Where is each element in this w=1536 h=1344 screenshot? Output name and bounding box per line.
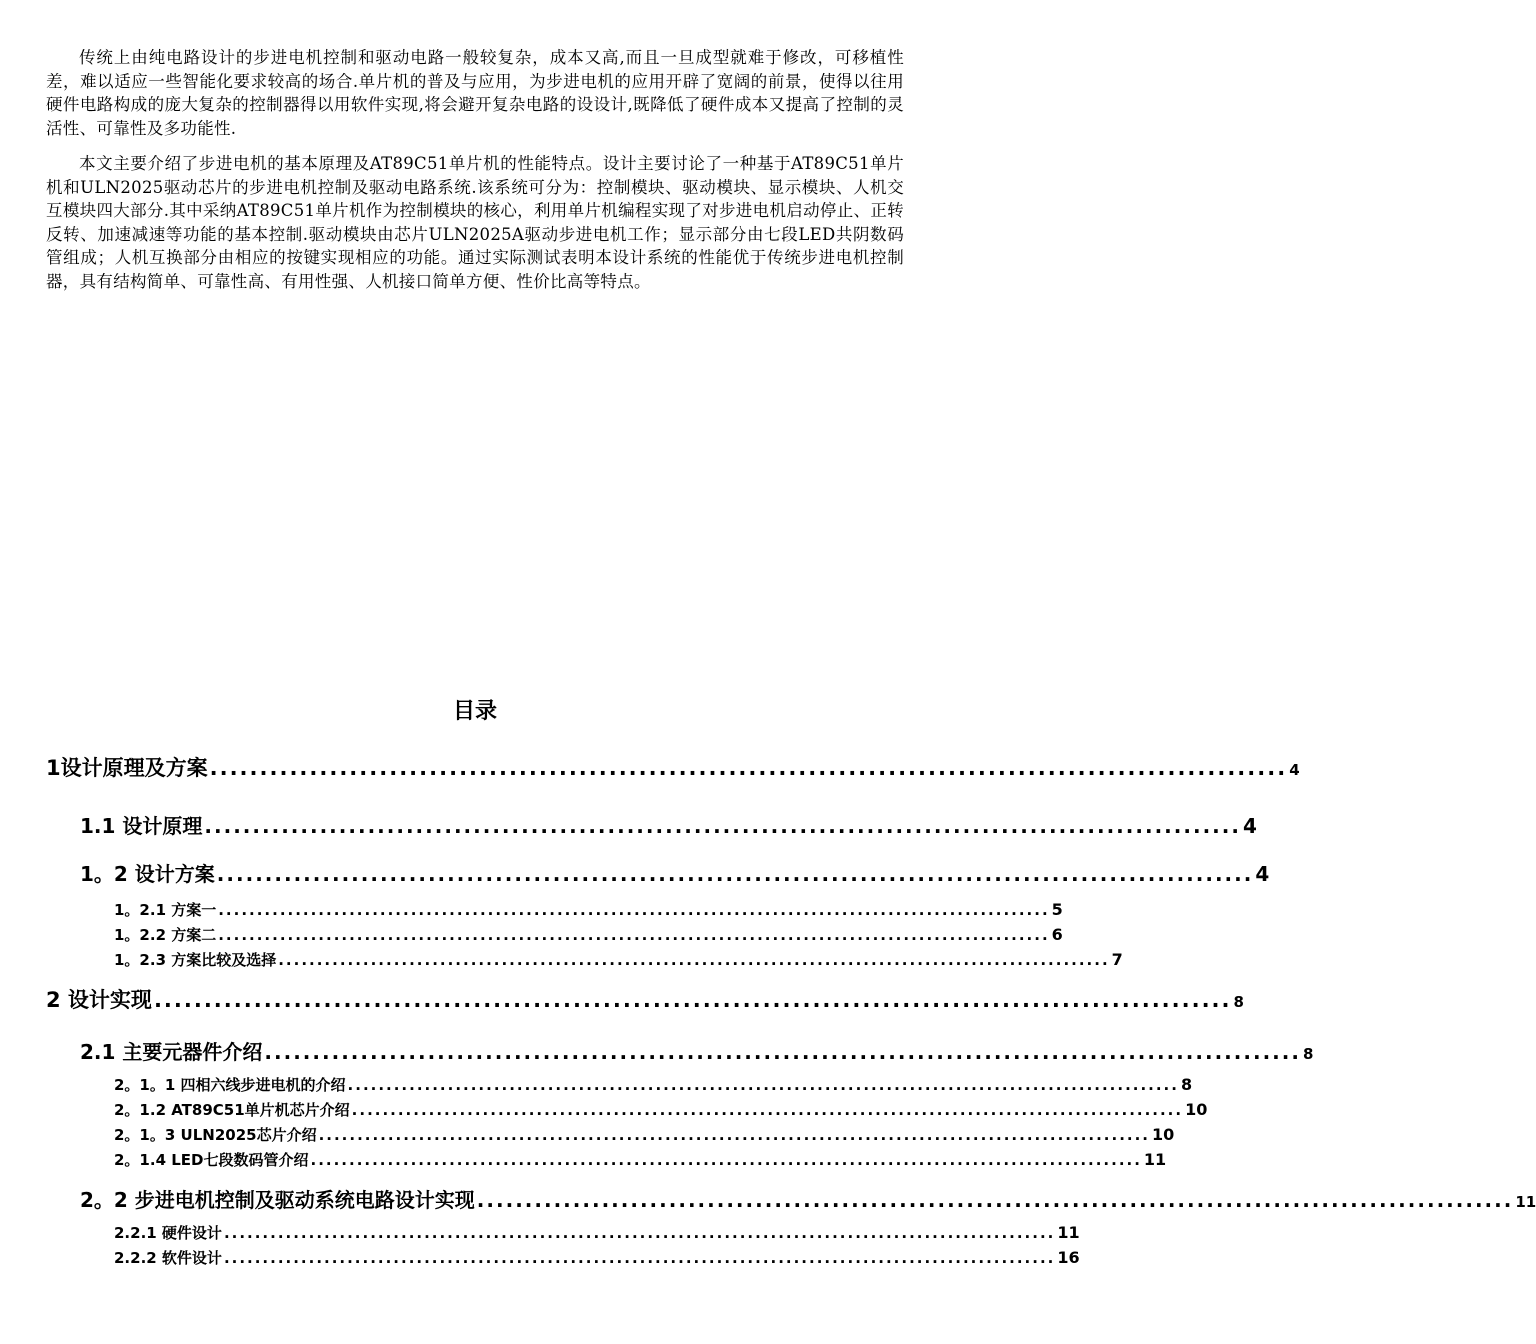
toc-entry-title: 2 设计实现 bbox=[46, 988, 152, 1012]
abstract-section bbox=[46, 46, 904, 305]
toc-entry-2-2-2[interactable] bbox=[46, 1247, 1080, 1268]
toc-entry-page: 4 bbox=[1242, 814, 1257, 838]
toc-leader-dots: ............................................................................................................ bbox=[310, 1151, 1142, 1169]
toc-entry-page: 8 bbox=[1302, 1045, 1314, 1063]
toc-leader-dots: ............................................................................................................ bbox=[351, 1101, 1184, 1119]
toc-entry-1-2[interactable] bbox=[46, 858, 1270, 887]
toc-entry-page: 7 bbox=[1111, 950, 1123, 969]
toc-entry-1-2-2[interactable] bbox=[46, 924, 1063, 945]
toc-entry-1-2-1[interactable] bbox=[46, 899, 1063, 920]
toc-entry-page: 5 bbox=[1051, 900, 1063, 919]
toc-entry-page: 10 bbox=[1185, 1100, 1208, 1119]
toc-leader-dots: ............................................................................................................ bbox=[216, 862, 1254, 886]
toc-entry-2-1-2[interactable] bbox=[46, 1099, 1208, 1120]
toc-entry-page: 8 bbox=[1233, 993, 1244, 1011]
toc-entry-1-1[interactable] bbox=[46, 810, 1257, 839]
toc-entry-2-1-4[interactable] bbox=[46, 1149, 1167, 1170]
toc-leader-dots: ............................................................................................................ bbox=[218, 901, 1050, 919]
toc-entry-page: 4 bbox=[1255, 862, 1270, 886]
toc-entry-page: 4 bbox=[1289, 761, 1300, 779]
toc-entry-2-1-3[interactable] bbox=[46, 1124, 1175, 1145]
toc-leader-dots: ............................................................................................................ bbox=[318, 1126, 1150, 1144]
toc-leader-dots: ............................................................................................................ bbox=[153, 988, 1232, 1012]
toc-entry-title: 2。1.4 LED七段数码管介绍 bbox=[114, 1151, 309, 1169]
abstract-paragraph-1: 传统上由纯电路设计的步进电机控制和驱动电路一般较复杂，成本又高,而且一旦成型就难于修改，可移植性差，难以适应一些智能化要求较高的场合.单片机的普及与应用，为步进电机的应用开辟了宽阔的前景，使得以往用硬件电路构成的庞大复杂的控制器得以用软件实现,将会避开复杂电路的设设计,既降低了硬件成本又提高了控制的灵活性、可靠性及多功能性. bbox=[46, 48, 904, 138]
toc-entry-title: 2.1 主要元器件介绍 bbox=[80, 1040, 263, 1064]
toc-leader-dots: ............................................................................................................ bbox=[223, 1249, 1056, 1267]
toc-entry-title: 2。1。1 四相六线步进电机的介绍 bbox=[114, 1076, 346, 1094]
toc-leader-dots: ............................................................................................................ bbox=[347, 1076, 1179, 1094]
toc-entry-2-1[interactable] bbox=[46, 1036, 1314, 1065]
abstract-paragraph-2: 本文主要介绍了步进电机的基本原理及AT89C51单片机的性能特点。设计主要讨论了一种基于AT89C51单片机和ULN2025驱动芯片的步进电机控制及驱动电路系统.该系统可分为：控制模块、驱动模块、显示模块、人机交互模块四大部分.其中采纳AT89C51单片机作为控制模块的核心，利用单片机编程实现了对步进电机启动停止、正转反转、加速减速等功能的基本控制.驱动模块由芯片ULN2025A驱动步进电机工作；显示部分由七段LED共阴数码管组成；人机互换部分由相应的按键实现相应的功能。通过实际测试表明本设计系统的性能优于传统步进电机控制器，具有结构简单、可靠性高、有用性强、人机接口简单方便、性价比高等特点。 bbox=[46, 154, 904, 291]
toc-leader-dots: ............................................................................................................ bbox=[218, 926, 1050, 944]
toc-entry-2-2-1[interactable] bbox=[46, 1222, 1080, 1243]
toc-entry-page: 11 bbox=[1143, 1150, 1167, 1169]
toc-entry-2-2[interactable] bbox=[46, 1184, 1536, 1213]
toc-entry-title: 1。2.3 方案比较及选择 bbox=[114, 951, 277, 969]
toc-entry-title: 1。2 设计方案 bbox=[80, 862, 215, 886]
toc-entry-title: 2。1.2 AT89C51单片机芯片介绍 bbox=[114, 1101, 350, 1119]
toc-entry-page: 11 bbox=[1057, 1223, 1080, 1242]
toc-entry-page: 11 bbox=[1515, 1193, 1536, 1211]
toc-entry-title: 2。1。3 ULN2025芯片介绍 bbox=[114, 1126, 317, 1144]
toc-leader-dots: ............................................................................................................ bbox=[209, 756, 1288, 780]
toc-entry-page: 8 bbox=[1180, 1075, 1193, 1094]
toc-entry-page: 16 bbox=[1057, 1248, 1080, 1267]
toc-title: 目录 bbox=[452, 699, 497, 724]
toc-entry-1-2-3[interactable] bbox=[46, 949, 1123, 970]
toc-entry-title: 2.2.1 硬件设计 bbox=[114, 1224, 222, 1242]
toc-leader-dots: ............................................................................................................ bbox=[223, 1224, 1056, 1242]
toc-entry-title: 2。2 步进电机控制及驱动系统电路设计实现 bbox=[80, 1188, 475, 1212]
toc-entry-title: 2.2.2 软件设计 bbox=[114, 1249, 222, 1267]
toc-entry-title: 1.1 设计原理 bbox=[80, 814, 203, 838]
toc-leader-dots: ............................................................................................................ bbox=[278, 951, 1110, 969]
toc-entry-title: 1。2.2 方案二 bbox=[114, 926, 217, 944]
toc-entry-title: 1设计原理及方案 bbox=[46, 756, 208, 780]
toc-entry-title: 1。2.1 方案一 bbox=[114, 901, 217, 919]
toc-entry-2-1-1[interactable] bbox=[46, 1074, 1193, 1095]
toc-entry-2[interactable] bbox=[46, 984, 1244, 1014]
toc-leader-dots: ............................................................................................................ bbox=[264, 1040, 1301, 1064]
toc-entry-1[interactable] bbox=[46, 752, 1300, 782]
toc-leader-dots: ............................................................................................................ bbox=[204, 814, 1241, 838]
toc-entry-page: 6 bbox=[1051, 925, 1063, 944]
toc-leader-dots: ............................................................................................................ bbox=[476, 1188, 1514, 1212]
toc-entry-page: 10 bbox=[1152, 1125, 1175, 1144]
